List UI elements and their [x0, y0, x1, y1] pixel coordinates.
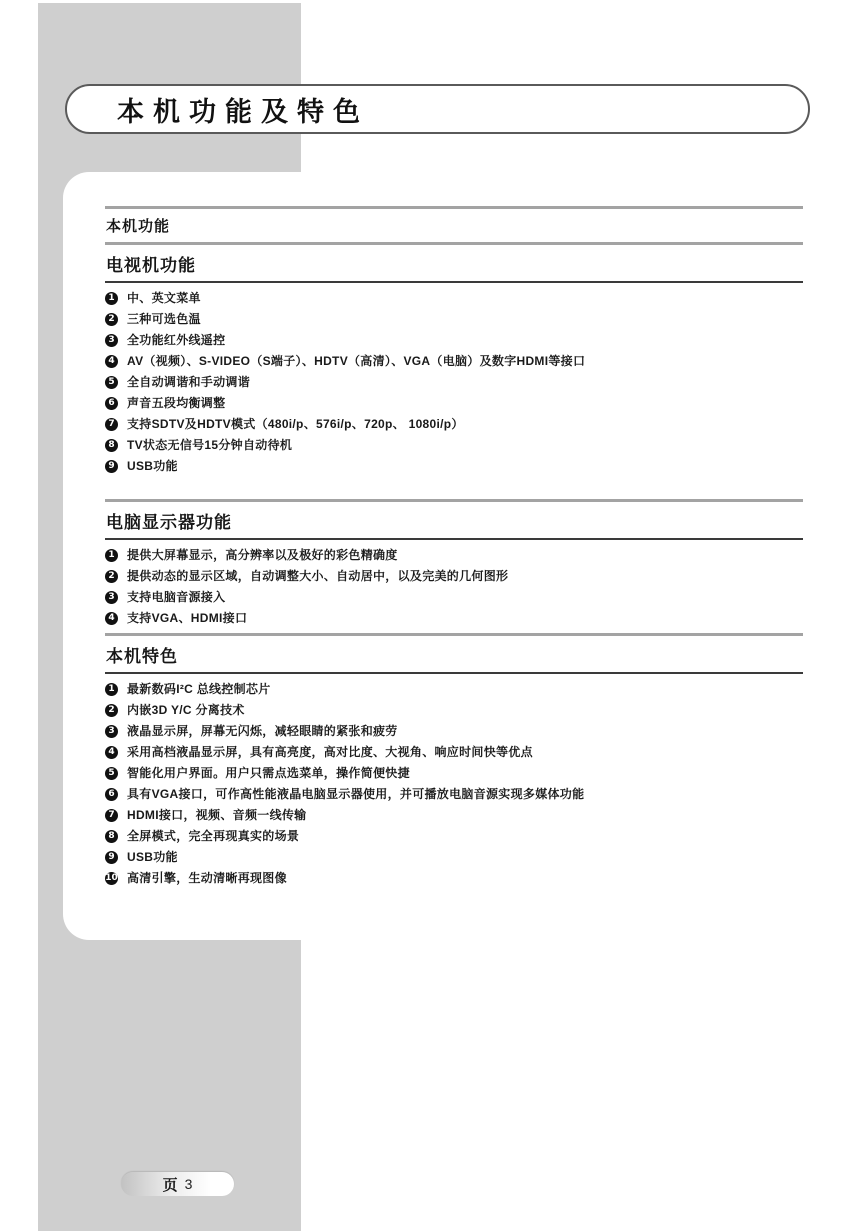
item-text: 全屏模式，完全再现真实的场景 — [127, 829, 300, 843]
feature-list-item — [105, 872, 803, 885]
item-number-badge: 6 — [105, 397, 118, 410]
item-number-badge: 7 — [105, 418, 118, 431]
item-text: 内嵌3D Y/C 分离技术 — [127, 703, 245, 717]
section-title-unit-functions: 本机功能 — [106, 218, 171, 235]
item-text: 液晶显示屏，屏幕无闪烁，减轻眼睛的紧张和疲劳 — [127, 724, 398, 738]
item-text: 三种可选色温 — [127, 312, 201, 326]
feature-list-item — [105, 746, 803, 759]
page-number-label: 页 — [162, 1175, 178, 1194]
feature-list-item — [105, 418, 803, 431]
feature-list-item — [105, 591, 803, 604]
item-text: TV状态无信号15分钟自动待机 — [127, 438, 293, 452]
item-number-badge: 9 — [105, 460, 118, 473]
item-text: 采用高档液晶显示屏，具有高亮度，高对比度、大视角、响应时间快等优点 — [127, 745, 533, 759]
item-number-badge: 3 — [105, 725, 118, 738]
item-text: 支持SDTV及HDTV模式（480i/p、576i/p、720p、 1080i/p） — [127, 417, 464, 431]
section-unit-functions — [105, 206, 803, 245]
feature-list-item — [105, 460, 803, 473]
item-text: 声音五段均衡调整 — [127, 396, 226, 410]
item-number-badge: 4 — [105, 355, 118, 368]
section-title-tv-functions: 电视机功能 — [106, 256, 196, 275]
item-number-badge: 2 — [105, 704, 118, 717]
content-card — [63, 172, 852, 940]
item-number-badge: 5 — [105, 767, 118, 780]
section-tv-functions — [105, 245, 803, 473]
item-text: USB功能 — [127, 850, 178, 864]
divider-line-dark — [105, 672, 803, 674]
feature-list-item — [105, 704, 803, 717]
page-number-value: 3 — [184, 1176, 193, 1192]
item-number-badge: 2 — [105, 313, 118, 326]
item-number-badge: 8 — [105, 830, 118, 843]
item-text: HDMI接口，视频、音频一线传输 — [127, 808, 307, 822]
item-number-badge: 2 — [105, 570, 118, 583]
section-title-pc-monitor-functions: 电脑显示器功能 — [106, 513, 232, 532]
item-number-badge: 4 — [105, 612, 118, 625]
feature-list-item — [105, 313, 803, 326]
feature-list-item — [105, 570, 803, 583]
feature-list-item — [105, 612, 803, 625]
feature-list-item — [105, 767, 803, 780]
pc-monitor-functions-list — [105, 549, 803, 625]
item-number-badge: 9 — [105, 851, 118, 864]
item-number-badge: 8 — [105, 439, 118, 452]
item-number-badge: 4 — [105, 746, 118, 759]
item-number-badge: 7 — [105, 809, 118, 822]
section-unit-features — [105, 633, 803, 885]
item-text: 高清引擎，生动清晰再现图像 — [127, 871, 287, 885]
item-number-badge: 3 — [105, 591, 118, 604]
item-text: 全自动调谐和手动调谐 — [127, 375, 251, 389]
page-title: 本机功能及特色 — [117, 96, 369, 128]
page-number-pill — [121, 1172, 234, 1196]
feature-list-item — [105, 292, 803, 305]
feature-list-item — [105, 334, 803, 347]
feature-list-item — [105, 439, 803, 452]
item-text: 支持VGA、HDMI接口 — [127, 611, 248, 625]
feature-list-item — [105, 830, 803, 843]
item-text: 中、英文菜单 — [127, 291, 201, 305]
feature-list-item — [105, 851, 803, 864]
unit-features-list — [105, 683, 803, 885]
tv-functions-list — [105, 292, 803, 473]
divider-line-dark — [105, 281, 803, 283]
item-number-badge: 10 — [105, 873, 118, 883]
feature-list-item — [105, 376, 803, 389]
feature-list-item — [105, 683, 803, 696]
item-number-badge: 6 — [105, 788, 118, 801]
item-text: 全功能红外线遥控 — [127, 333, 226, 347]
divider-line-dark — [105, 538, 803, 540]
item-text: 支持电脑音源接入 — [127, 590, 226, 604]
page-title-banner — [65, 84, 810, 134]
item-text: 提供大屏幕显示，高分辨率以及极好的彩色精确度 — [127, 548, 398, 562]
section-title-unit-features: 本机特色 — [106, 647, 178, 666]
feature-list-item — [105, 725, 803, 738]
feature-list-item — [105, 549, 803, 562]
item-text: 最新数码I²C 总线控制芯片 — [127, 682, 271, 696]
item-number-badge: 5 — [105, 376, 118, 389]
item-text: AV（视频）、S-VIDEO（S端子）、HDTV（高清）、VGA（电脑）及数字HDMI等接口 — [127, 354, 586, 368]
feature-list-item — [105, 788, 803, 801]
item-number-badge: 1 — [105, 683, 118, 696]
feature-list-item — [105, 355, 803, 368]
item-text: USB功能 — [127, 459, 178, 473]
section-pc-monitor-functions — [105, 499, 803, 625]
item-text: 智能化用户界面。用户只需点选菜单，操作简便快捷 — [127, 766, 410, 780]
item-number-badge: 1 — [105, 292, 118, 305]
feature-list-item — [105, 809, 803, 822]
feature-list-item — [105, 397, 803, 410]
item-text: 具有VGA接口，可作高性能液晶电脑显示器使用，并可播放电脑音源实现多媒体功能 — [127, 787, 585, 801]
item-number-badge: 3 — [105, 334, 118, 347]
item-number-badge: 1 — [105, 549, 118, 562]
item-text: 提供动态的显示区域，自动调整大小、自动居中，以及完美的几何图形 — [127, 569, 509, 583]
